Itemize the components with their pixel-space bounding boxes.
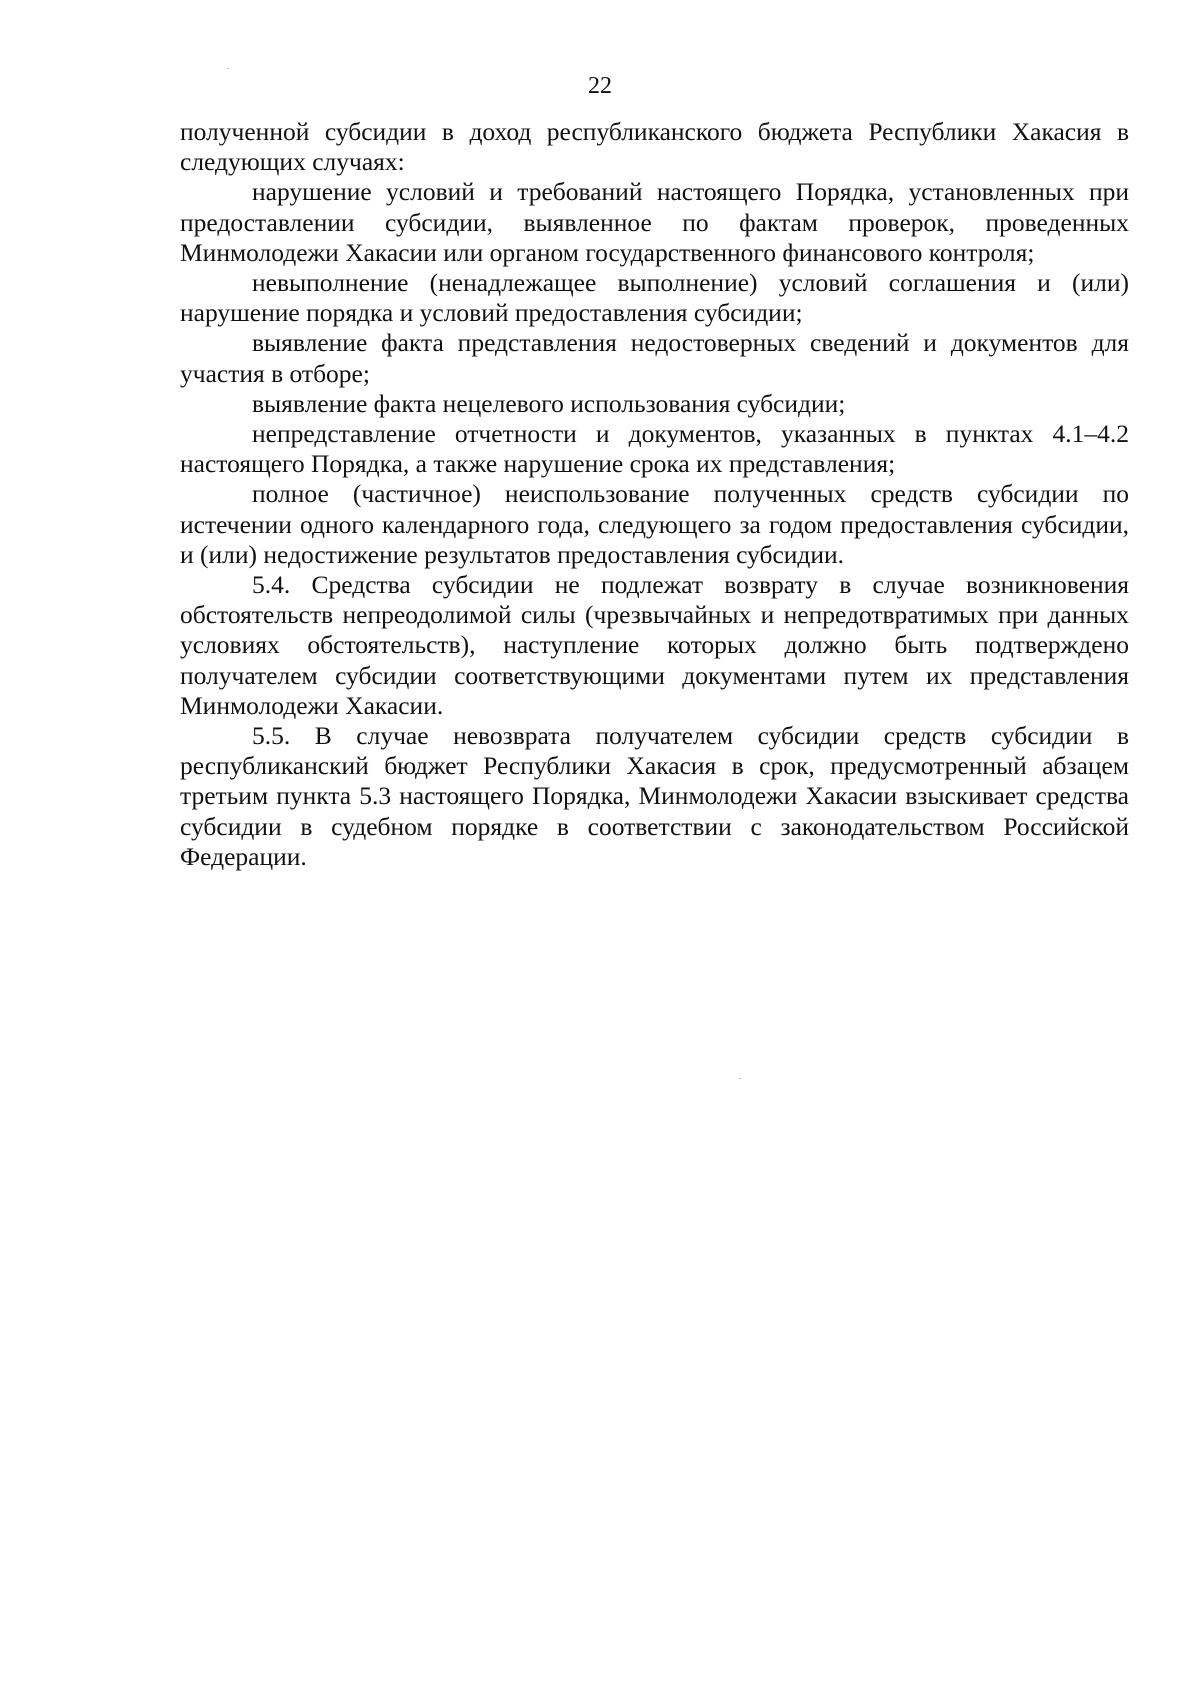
scan-speck: [227, 68, 229, 69]
scan-speck: [739, 1078, 741, 1079]
paragraph-misuse: выявление факта нецелевого использования субсидии;: [252, 388, 846, 418]
paragraph-continuation: полученной субсидии в доход республиканского бюджета Республики Хакасия в следующих случаях:: [180, 117, 1129, 177]
page-number: 22: [588, 73, 612, 99]
paragraph-non-use: полное (частичное) неиспользование полученных средств субсидии по истечении одного календарного года, следующего за годом предоставления субсидии, и (или) недостижение результатов предоставления субсидии.: [180, 479, 1129, 569]
paragraph-5-4: 5.4. Средства субсидии не подлежат возврату в случае возникновения обстоятельств непреодолимой силы (чрезвычайных и непредотвратимых при данных условиях обстоятельств), наступление которых должно быть подтверждено получателем субсидии соответствующими документами путем их представления Минмолодежи Хакасии.: [180, 570, 1129, 720]
paragraph-non-reporting: непредставление отчетности и документов, указанных в пунктах 4.1–4.2 настоящего Порядка, а также нарушение срока их представления;: [180, 419, 1129, 479]
paragraph-false-information: выявление факта представления недостоверных сведений и документов для участия в отборе;: [180, 328, 1129, 388]
paragraph-5-5: 5.5. В случае невозврата получателем субсидии средств субсидии в республиканский бюджет Республики Хакасия в срок, предусмотренный абзацем третьим пункта 5.3 настоящего Порядка, Минмолодежи Хакасии взыскивает средства субсидии в судебном порядке в соответствии с законодательством Российской Федерации.: [180, 721, 1129, 871]
document-body: [180, 117, 1129, 872]
paragraph-non-fulfillment: невыполнение (ненадлежащее выполнение) условий соглашения и (или) нарушение порядка и условий предоставления субсидии;: [180, 268, 1129, 328]
paragraph-violation-conditions: нарушение условий и требований настоящего Порядка, установленных при предоставлении субсидии, выявленное по фактам проверок, проведенных Минмолодежи Хакасии или органом государственного финансового контроля;: [180, 177, 1129, 267]
